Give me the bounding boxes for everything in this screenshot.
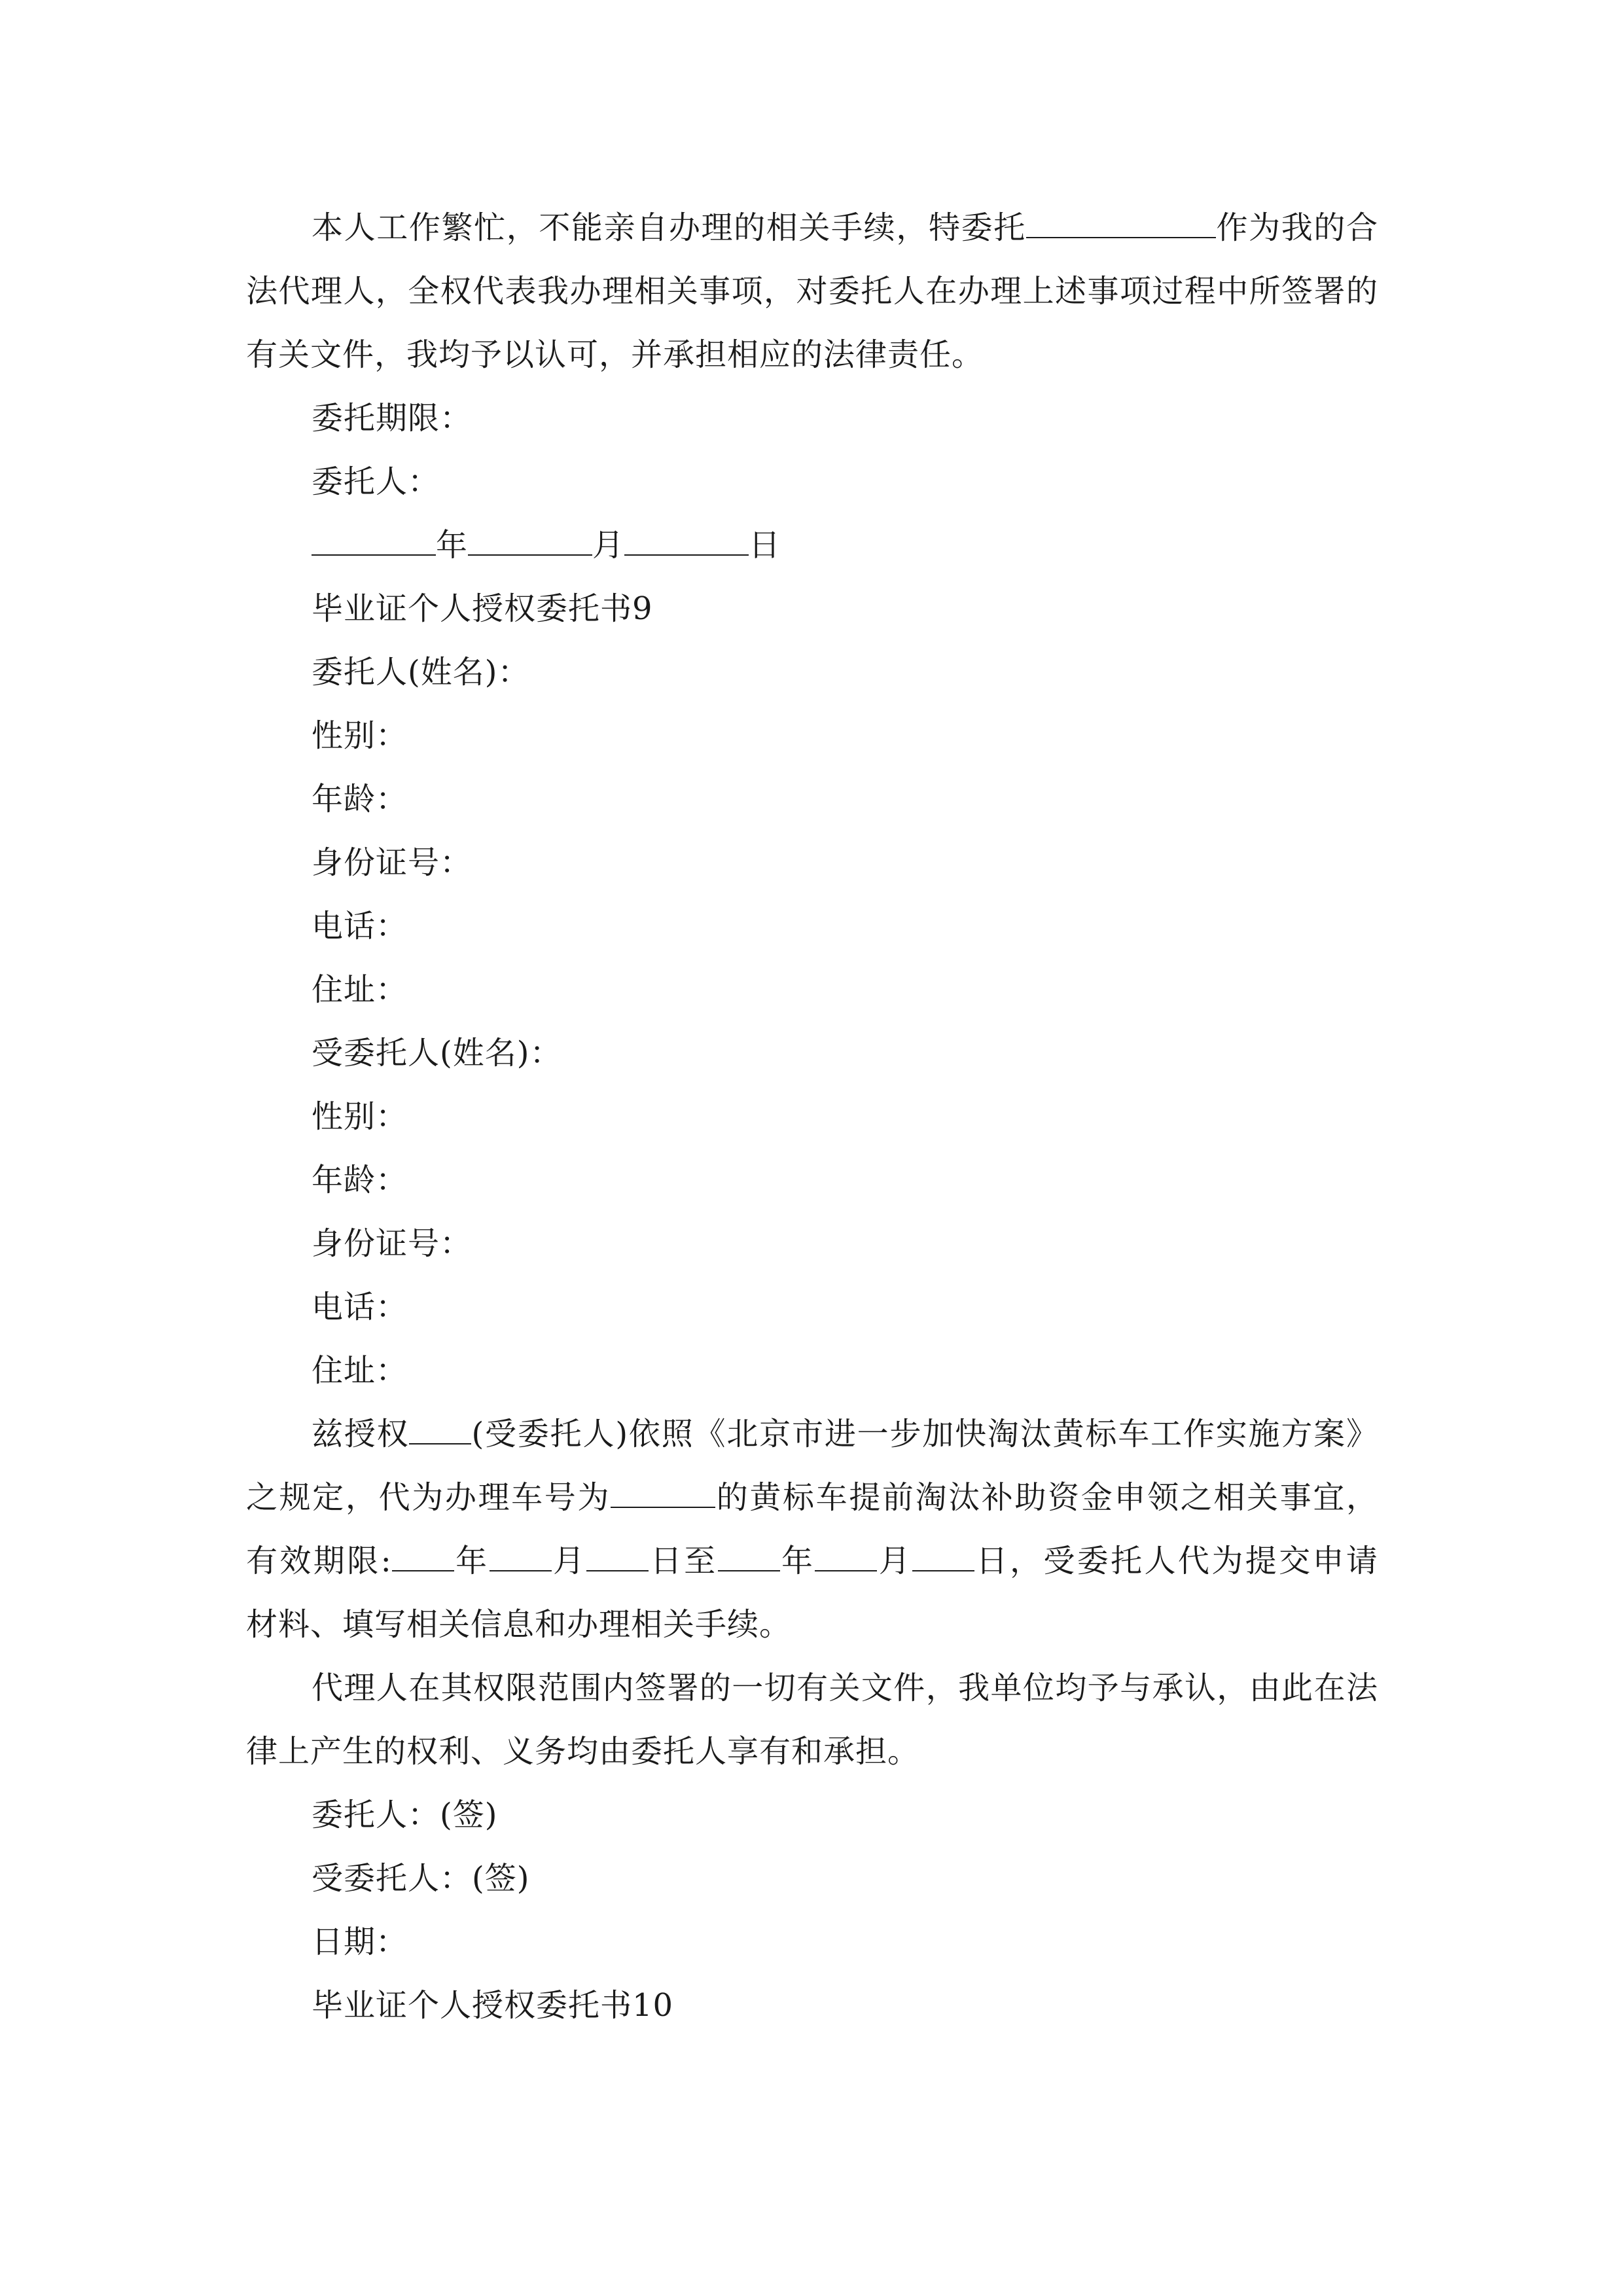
agent-id-label: 身份证号： [312, 1225, 473, 1262]
month-label: 月 [592, 527, 625, 564]
paragraph-1-line-3: 有关文件，我均予以认可，并承担相应的法律责任。 [246, 336, 984, 373]
start-year-blank [392, 1541, 454, 1571]
text-segment: 本人工作繁忙，不能亲自办理的相关手续，特委托 [312, 209, 1026, 246]
plate-number-blank [611, 1478, 715, 1508]
paragraph-2-line-3 [246, 1530, 1378, 1593]
end-year-blank [718, 1541, 780, 1571]
end-day-blank [912, 1541, 974, 1571]
term-label: 委托期限： [312, 400, 473, 437]
start-month-blank [490, 1541, 552, 1571]
paragraph-3-line-1: 代理人在其权限范围内签署的一切有关文件，我单位均予与承认，由此在法 [312, 1670, 1378, 1706]
client-name-label: 委托人(姓名)： [312, 654, 530, 691]
agent-name-blank [1026, 208, 1216, 238]
month-blank [468, 526, 592, 556]
text-segment: 年 [454, 1543, 490, 1579]
day-label: 日 [749, 527, 781, 564]
client-address-label: 住址： [312, 971, 408, 1008]
paragraph-3-line-2: 律上产生的权利、义务均由委托人享有和承担。 [246, 1733, 920, 1770]
text-segment: 有效期限: [246, 1543, 392, 1579]
text-segment: 年 [779, 1543, 815, 1579]
paragraph-1-line-1 [246, 196, 1378, 260]
client-age-label: 年龄： [312, 781, 408, 817]
agent-age-label: 年龄： [312, 1162, 408, 1198]
text-segment: 日，受委托人代为提交申请 [974, 1543, 1378, 1579]
agent-blank [409, 1414, 471, 1444]
date-label: 日期： [312, 1924, 408, 1960]
client-phone-label: 电话： [312, 908, 408, 944]
client-id-label: 身份证号： [312, 844, 473, 881]
text-segment: 作为我的合 [1215, 209, 1378, 246]
agent-gender-label: 性别： [312, 1098, 408, 1135]
section-heading-10: 毕业证个人授权委托书10 [312, 1987, 674, 2024]
start-day-blank [586, 1541, 649, 1571]
text-segment: (受委托人)依照《北京市进一步加快淘汰黄标车工作实施方案》 [471, 1416, 1378, 1452]
text-segment: 兹授权 [312, 1416, 410, 1452]
text-segment: 的黄标车提前淘汰补助资金申领之相关事宜， [715, 1479, 1378, 1516]
paragraph-2-line-4: 材料、填写相关信息和办理相关手续。 [246, 1606, 792, 1643]
agent-address-label: 住址： [312, 1352, 408, 1389]
agent-name-label: 受委托人(姓名)： [312, 1035, 562, 1071]
section-heading-9: 毕业证个人授权委托书9 [312, 590, 653, 627]
end-month-blank [815, 1541, 877, 1571]
agent-phone-label: 电话： [312, 1289, 408, 1325]
year-blank [312, 526, 436, 556]
text-segment: 之规定，代为办理车号为 [246, 1479, 611, 1516]
text-segment: 月 [551, 1543, 587, 1579]
day-blank [624, 526, 749, 556]
client-gender-label: 性别： [312, 717, 408, 754]
text-segment: 日至 [649, 1543, 718, 1579]
client-signature-label: 委托人：(签) [312, 1797, 498, 1833]
paragraph-2-line-2 [246, 1466, 1378, 1530]
document-body [246, 196, 1378, 2037]
date-line [246, 514, 1378, 577]
text-segment: 月 [877, 1543, 913, 1579]
client-label: 委托人： [312, 463, 440, 500]
paragraph-1-line-2: 法代理人，全权代表我办理相关事项，对委托人在办理上述事项过程中所签署的 [246, 273, 1378, 310]
paragraph-2-line-1 [246, 1403, 1378, 1466]
year-label: 年 [436, 527, 469, 564]
agent-signature-label: 受委托人：(签) [312, 1860, 530, 1897]
